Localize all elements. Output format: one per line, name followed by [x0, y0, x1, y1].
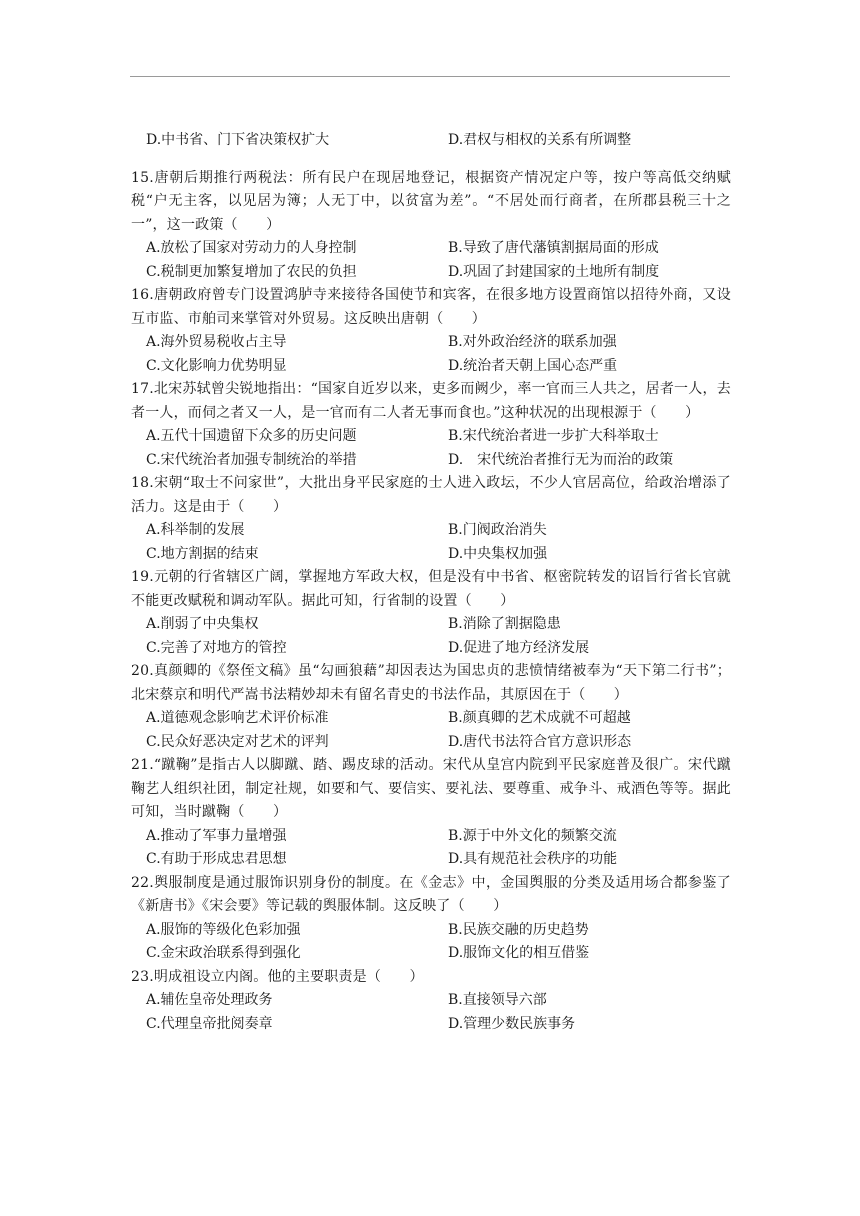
option-d: D.服饰文化的相互借鉴: [448, 945, 590, 961]
option-b: B.民族交融的历史趋势: [448, 921, 589, 938]
option-d-right: D.君权与相权的关系有所调整: [448, 132, 632, 148]
option-b: B.门阀政治消失: [448, 522, 547, 538]
option-d: D.管理少数民族事务: [448, 1015, 576, 1032]
option-a: A.海外贸易税收占主导: [146, 334, 287, 350]
options-row-ab: [131, 519, 731, 543]
options-row-cd: [131, 848, 731, 872]
option-d: D. 宋代统治者推行无为而治的政策: [448, 451, 674, 468]
option-d: D.巩固了封建国家的土地所有制度: [448, 263, 660, 280]
question-stem: 23.明成祖设立内阁。他的主要职责是（ ）: [131, 968, 424, 985]
option-a: A.辅佐皇帝处理政务: [146, 992, 273, 1008]
option-a: A.五代十国遗留下众多的历史问题: [146, 428, 357, 444]
option-a: A.科举制的发展: [146, 522, 245, 538]
options-row-cd: [131, 355, 731, 379]
option-c: C.民众好恶决定对艺术的评判: [146, 733, 329, 750]
question-stem: 22.舆服制度是通过服饰识别身份的制度。在《金志》中，金国舆服的分类及适用场合都参鉴了《新唐书》《宋会要》等记载的舆服体制。这反映了（ ）: [131, 874, 731, 914]
exam-page-content: [131, 129, 731, 1036]
options-row-ab: [131, 331, 731, 355]
option-a: A.推动了军事力量增强: [146, 827, 287, 844]
option-d: D.统治者天朝上国心态严重: [448, 357, 618, 374]
options-row-ab: [131, 613, 731, 637]
option-a: A.削弱了中央集权: [146, 616, 259, 632]
prev-question-options: [131, 129, 731, 153]
question-stem: 15.唐朝后期推行两税法：所有民户在现居地登记，根据资产情况定户等，按户等高低交纳赋税“户无主客，以见居为簿；人无丁中，以贫富为差”。“不居处而行商者，在所郡县税三十之一”，这一政策（ ）: [131, 169, 731, 233]
option-d: D.促进了地方经济发展: [448, 639, 590, 656]
option-d-left: D.中书省、门下省决策权扩大: [146, 132, 330, 148]
option-a: A.服饰的等级化色彩加强: [146, 921, 301, 938]
options-row-ab: [131, 989, 731, 1013]
option-c: C.完善了对地方的管控: [146, 639, 287, 656]
options-row-cd: [131, 261, 731, 285]
option-b: B.导致了唐代藩镇割据局面的形成: [448, 240, 659, 256]
question-17: [131, 378, 731, 472]
option-b: B.颜真卿的艺术成就不可超越: [448, 710, 631, 726]
question-15: [131, 167, 731, 285]
question-stem: 17.北宋苏轼曾尖锐地指出：“国家自近岁以来，吏多而阙少，率一官而三人共之，居者一人，去者一人，而伺之者又一人，是一官而有二人者无事而食也。”这种状况的出现根源于（ ）: [131, 381, 731, 421]
option-b: B.直接领导六部: [448, 992, 547, 1008]
option-c: C.代理皇帝批阅奏章: [146, 1015, 273, 1032]
option-d: D.具有规范社会秩序的功能: [448, 851, 618, 867]
header-rule: [130, 76, 730, 77]
options-row-cd: [131, 731, 731, 755]
option-b: B.消除了割据隐患: [448, 616, 561, 632]
question-19: [131, 566, 731, 660]
question-21: [131, 754, 731, 872]
option-c: C.金宋政治联系得到强化: [146, 945, 301, 961]
options-row-cd: [131, 942, 731, 966]
option-a: A.道德观念影响艺术评价标准: [146, 710, 329, 726]
option-c: C.宋代统治者加强专制统治的举措: [146, 451, 357, 468]
options-row-ab: [131, 425, 731, 449]
option-d: D.中央集权加强: [448, 545, 548, 562]
options-row-cd: [131, 1013, 731, 1037]
option-c: C.税制更加繁复增加了农民的负担: [146, 263, 357, 280]
options-row-cd: [131, 637, 731, 661]
question-stem: 20.真颜卿的《祭侄文稿》虽“勾画狼藉”却因表达为国忠贞的悲愤情绪被奉为“天下第二行书”；北宋蔡京和明代严嵩书法精妙却未有留名青史的书法作品，其原因在于（ ）: [131, 663, 731, 703]
question-18: [131, 472, 731, 566]
question-20: [131, 660, 731, 754]
option-c: C.有助于形成忠君思想: [146, 851, 287, 867]
option-b: B.对外政治经济的联系加强: [448, 334, 617, 350]
question-stem: 21.“蹴鞠”是指古人以脚蹴、踏、踢皮球的活动。宋代从皇宫内院到平民家庭普及很广。宋代蹴鞠艺人组织社团，制定社规，如要和气、要信实、要礼法、要尊重、戒争斗、戒酒色等等。据此可知，当时蹴鞠（ ）: [131, 757, 731, 820]
question-16: [131, 284, 731, 378]
option-c: C.文化影响力优势明显: [146, 357, 287, 374]
question-23: [131, 966, 731, 1037]
option-d: D.唐代书法符合官方意识形态: [448, 733, 632, 750]
question-stem: 16.唐朝政府曾专门设置鸿胪寺来接待各国使节和宾客，在很多地方设置商馆以招待外商，又设互市监、市舶司来掌管对外贸易。这反映出唐朝（ ）: [131, 287, 731, 327]
options-row-ab: [131, 237, 731, 261]
options-row-ab: [131, 919, 731, 943]
options-row-ab: [131, 707, 731, 731]
option-b: B.源于中外文化的频繁交流: [448, 827, 617, 844]
options-row-cd: [131, 543, 731, 567]
option-c: C.地方割据的结束: [146, 545, 259, 562]
options-row-cd: [131, 449, 731, 473]
question-stem: 18.宋朝“取士不问家世”，大批出身平民家庭的士人进入政坛，不少人官居高位，给政治增添了活力。这是由于（ ）: [131, 475, 731, 515]
options-row-ab: [131, 825, 731, 849]
question-stem: 19.元朝的行省辖区广阔，掌握地方军政大权，但是没有中书省、枢密院转发的诏旨行省长官就不能更改赋税和调动军队。据此可知，行省制的设置（ ）: [131, 569, 731, 609]
option-b: B.宋代统治者进一步扩大科举取士: [448, 428, 659, 444]
question-22: [131, 872, 731, 966]
option-a: A.放松了国家对劳动力的人身控制: [146, 240, 357, 256]
